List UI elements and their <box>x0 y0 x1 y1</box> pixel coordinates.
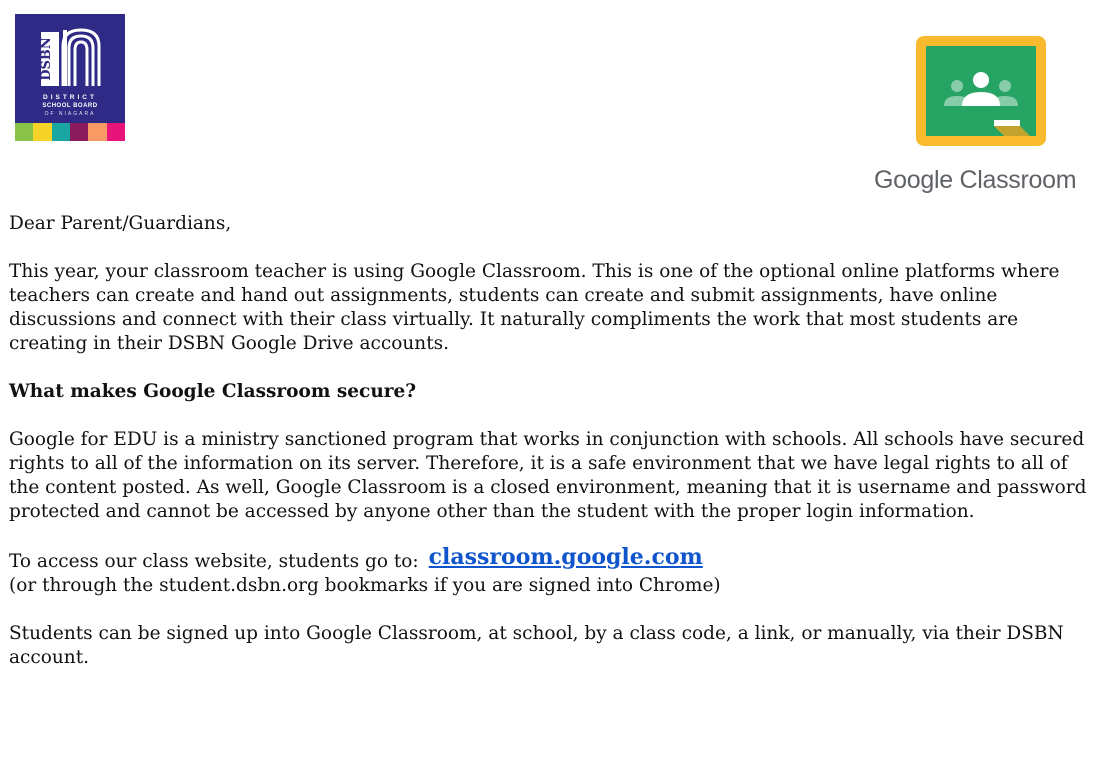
dsbn-logo <box>15 14 125 141</box>
dsbn-schoolboard-text: SCHOOL BOARD <box>42 103 98 109</box>
signup-paragraph: Students can be signed up into Google Classroom, at school, by a class code, a link, or manually, via their DSBN account. <box>9 623 1064 668</box>
access-line <box>9 544 1089 574</box>
google-classroom-icon <box>916 36 1046 146</box>
dsbn-mark-icon <box>39 28 103 88</box>
letter-body <box>9 212 1089 694</box>
dsbn-color-stripes <box>15 123 125 141</box>
access-prefix: To access our class website, students go to: <box>9 551 419 572</box>
dsbn-district-text: DISTRICT <box>43 94 97 101</box>
classroom-link[interactable]: classroom.google.com <box>428 544 703 570</box>
security-paragraph: Google for EDU is a ministry sanctioned program that works in conjunction with schools. All schools have secured rights to all of the information on its server. Therefore, it is a safe environment that we have legal rights to all of the content posted. As well, Google Classroom is a closed environment, meaning that it is username and password protected and cannot be accessed by anyone other than the student with the proper login information. <box>9 429 1087 522</box>
google-classroom-label: Google Classroom <box>874 166 1077 194</box>
dsbn-niagara-text: OF NIAGARA <box>44 111 96 117</box>
intro-paragraph: This year, your classroom teacher is using Google Classroom. This is one of the optional online platforms where teachers can create and hand out assignments, students can create and submit assignments, have online discussions and connect with their class virtually. It naturally compliments the work that most students are creating in their DSBN Google Drive accounts. <box>9 261 1060 354</box>
access-note: (or through the student.dsbn.org bookmarks if you are signed into Chrome) <box>9 575 721 596</box>
greeting: Dear Parent/Guardians, <box>9 213 232 234</box>
security-heading: What makes Google Classroom secure? <box>9 381 417 402</box>
svg-text:DSBN: DSBN <box>39 37 54 81</box>
